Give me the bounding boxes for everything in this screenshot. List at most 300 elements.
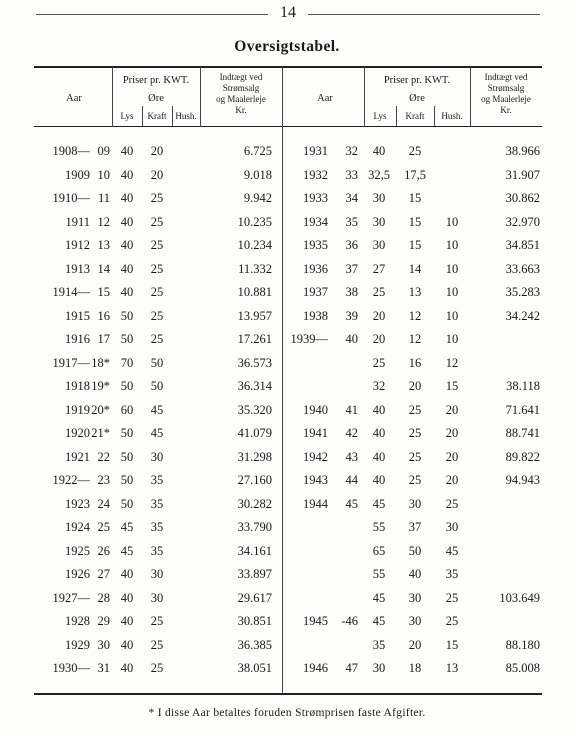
price-kraft-cell: 45 [150,426,164,440]
price-hush-cell [172,449,200,465]
year-end-cell: 18* [91,355,110,370]
price-hush-cell [172,566,200,582]
price-lys-cell: 40 [120,167,134,182]
price-lys-cell: 40 [120,661,134,675]
price-hush-cell [172,590,200,606]
year-start-cell: 1914— [52,285,90,299]
year-end-cell: 47 [345,661,358,675]
income-kr-cell: 17.261 [237,332,272,346]
price-lys-cell: 40 [120,238,134,252]
price-hush-cell [172,331,200,347]
income-kr-cell: 9.018 [243,167,272,182]
year-start-cell: 1920 [65,426,90,440]
price-lys-cell: 35 [372,637,386,652]
page-number: 14 [280,4,296,21]
header-priser: Priser pr. KWT. [122,75,190,86]
price-hush-cell: 20 [445,402,459,417]
year-end-cell: 20* [91,402,110,417]
year-end-cell [330,519,358,535]
price-hush-cell: 10 [445,261,459,276]
price-kraft-cell: 25 [408,144,422,158]
year-end-cell [330,355,358,371]
header-indtaegt-line: Strømsalg [222,83,260,93]
year-start-cell: 1937 [303,285,328,299]
price-hush-cell [172,637,200,653]
price-lys-cell: 30 [372,191,386,205]
year-end-cell: 33 [345,167,358,182]
price-lys-cell: 55 [372,567,386,581]
price-kraft-cell: 18 [408,661,422,675]
price-lys-cell: 40 [120,191,134,205]
year-start-cell: 1927— [52,590,90,605]
year-start-cell: 1930— [52,661,90,675]
price-lys-cell: 40 [372,402,386,417]
year-start-cell: 1915 [65,308,90,323]
price-kraft-cell: 25 [150,661,164,675]
price-kraft-cell: 35 [150,473,164,487]
price-kraft-cell: 35 [150,496,164,511]
header-hush: Hush. [441,111,463,121]
income-kr-cell: 29.617 [237,590,272,605]
year-end-cell: 34 [345,191,358,205]
income-kr-cell [470,519,540,535]
price-hush-cell [172,190,200,206]
price-kraft-cell: 25 [150,614,164,628]
year-start-cell: 1946 [303,661,328,675]
price-lys-cell: 45 [372,590,386,605]
price-lys-cell: 40 [120,285,134,299]
price-lys-cell: 55 [372,520,386,534]
year-end-cell: 37 [345,261,358,276]
price-lys-cell: 50 [120,496,134,511]
header-indtaegt-line: Kr. [235,105,247,115]
price-hush-cell [434,143,470,159]
header-indtaegt [470,72,542,116]
price-hush-cell: 30 [445,520,459,534]
price-hush-cell [172,143,200,159]
price-lys-cell: 30 [372,238,386,252]
year-start-cell: 1939— [290,332,328,346]
price-kraft-cell: 25 [408,426,422,440]
year-start-cell: 1933 [303,191,328,205]
price-hush-cell [172,284,200,300]
income-kr-cell: 34.161 [237,543,272,558]
year-start-cell: 1940 [303,402,328,417]
income-kr-cell: 33.663 [505,261,540,276]
price-kraft-cell: 20 [150,144,164,158]
income-kr-cell: 88.180 [505,637,540,652]
price-hush-cell: 10 [445,308,459,323]
income-kr-cell: 6.725 [243,144,272,158]
price-lys-cell: 50 [120,473,134,487]
header-indtaegt-line: og Maalerleje [481,94,531,104]
top-rule-right [308,14,540,15]
price-kraft-cell: 15 [408,238,422,252]
price-kraft-cell: 30 [150,449,164,464]
year-end-cell: 27 [97,567,110,581]
year-end-cell [330,543,358,559]
income-kr-cell: 30.851 [237,614,272,628]
income-kr-cell: 10.235 [237,214,272,229]
price-lys-cell: 40 [120,261,134,276]
price-hush-cell [434,167,470,183]
price-kraft-cell: 40 [408,567,422,581]
year-end-cell: 26 [97,543,110,558]
income-kr-cell: 36.385 [237,637,272,652]
year-start-cell: 1945 [303,614,328,628]
price-kraft-cell: 14 [408,261,422,276]
header-kraft: Kraft [405,111,425,121]
price-hush-cell: 10 [445,238,459,252]
price-hush-cell: 20 [445,449,459,464]
year-start-cell: 1935 [303,238,328,252]
price-kraft-cell: 30 [408,614,422,628]
year-start-cell [288,378,328,394]
year-end-cell: 10 [97,167,110,182]
price-kraft-cell: 30 [408,496,422,511]
price-lys-cell: 40 [120,144,134,158]
price-hush-cell [172,237,200,253]
price-hush-cell: 15 [445,637,459,652]
income-kr-cell [470,543,540,559]
header-indtaegt-line: Indtægt ved [219,72,263,82]
price-lys-cell: 30 [372,661,386,675]
price-hush-cell: 10 [445,285,459,299]
year-start-cell: 1932 [303,167,328,182]
price-hush-cell [172,660,200,676]
year-end-cell: 11 [97,191,110,205]
year-end-cell: 13 [97,238,110,252]
year-end-cell: 21* [91,426,110,440]
income-kr-cell: 10.234 [237,238,272,252]
price-lys-cell: 50 [120,308,134,323]
year-end-cell: 39 [345,308,358,323]
price-lys-cell: 32 [372,379,386,393]
year-start-cell [288,637,328,653]
income-kr-cell: 85.008 [505,661,540,675]
year-end-cell: 19* [91,379,110,393]
income-kr-cell: 10.881 [237,285,272,299]
price-kraft-cell: 25 [150,191,164,205]
price-lys-cell: 40 [120,590,134,605]
header-indtaegt-line: Strømsalg [487,83,525,93]
price-lys-cell: 40 [120,567,134,581]
year-start-cell: 1938 [303,308,328,323]
year-end-cell: -46 [341,614,358,628]
year-start-cell [288,355,328,371]
header-lys: Lys [120,111,134,121]
price-kraft-cell: 16 [408,355,422,370]
year-start-cell: 1922— [52,473,90,487]
income-kr-cell: 88.741 [505,426,540,440]
price-lys-cell: 32,5 [368,167,390,182]
year-end-cell: 16 [97,308,110,323]
income-kr-cell: 89.822 [505,449,540,464]
price-lys-cell: 27 [372,261,386,276]
price-hush-cell: 10 [445,332,459,346]
year-start-cell: 1944 [303,496,328,511]
price-hush-cell [172,167,200,183]
income-kr-cell [470,331,540,347]
price-kraft-cell: 17,5 [404,167,426,182]
income-kr-cell [470,496,540,512]
price-lys-cell: 65 [372,543,386,558]
price-lys-cell: 45 [120,520,134,534]
year-end-cell: 30 [97,637,110,652]
income-kr-cell: 27.160 [237,473,272,487]
year-end-cell: 35 [345,214,358,229]
price-kraft-cell: 15 [408,191,422,205]
header-lys: Lys [373,111,387,121]
price-kraft-cell: 13 [408,285,422,299]
year-start-cell [288,566,328,582]
income-kr-cell: 34.242 [505,308,540,323]
price-hush-cell [172,472,200,488]
price-lys-cell: 20 [372,308,386,323]
price-lys-cell: 70 [120,355,134,370]
price-lys-cell: 25 [372,355,386,370]
price-lys-cell: 40 [372,473,386,487]
price-kraft-cell: 25 [150,238,164,252]
header-aar: Aar [317,93,333,104]
price-lys-cell: 45 [120,543,134,558]
price-hush-cell: 13 [445,661,459,675]
year-end-cell: 42 [345,426,358,440]
income-kr-cell: 71.641 [505,402,540,417]
year-start-cell: 1919 [65,402,90,417]
year-end-cell: 41 [345,402,358,417]
year-end-cell: 09 [97,144,110,158]
price-kraft-cell: 15 [408,214,422,229]
year-start-cell: 1913 [65,261,90,276]
year-end-cell: 24 [97,496,110,511]
price-kraft-cell: 20 [150,167,164,182]
price-lys-cell: 40 [120,637,134,652]
price-lys-cell: 50 [120,379,134,393]
income-kr-cell: 9.942 [243,191,272,205]
year-end-cell: 25 [97,520,110,534]
price-kraft-cell: 50 [150,379,164,393]
year-end-cell: 22 [97,449,110,464]
header-priser: Priser pr. KWT. [383,75,451,86]
year-start-cell [288,519,328,535]
income-kr-cell: 11.332 [238,261,272,276]
year-end-cell: 45 [345,496,358,511]
year-start-cell: 1918 [65,379,90,393]
year-end-cell: 36 [345,238,358,252]
price-lys-cell: 40 [120,214,134,229]
price-kraft-cell: 12 [408,308,422,323]
header-ore: Øre [148,93,164,104]
year-start-cell: 1941 [303,426,328,440]
year-start-cell: 1934 [303,214,328,229]
income-kr-cell: 33.790 [237,520,272,534]
header-indtaegt-line: Kr. [500,105,512,115]
price-kraft-cell: 30 [408,590,422,605]
year-end-cell: 12 [97,214,110,229]
header-bottom-rule [34,126,542,127]
price-hush-cell: 25 [445,614,459,628]
year-start-cell: 1917— [52,355,90,370]
income-kr-cell: 32.970 [505,214,540,229]
year-end-cell: 40 [345,332,358,346]
income-kr-cell: 38.118 [506,379,540,393]
table-title: Oversigtstabel. [234,38,340,55]
center-divider [282,67,283,693]
year-start-cell: 1910— [52,191,90,205]
price-kraft-cell: 37 [408,520,422,534]
year-start-cell: 1923 [65,496,90,511]
income-kr-cell: 38.051 [237,661,272,675]
footnote: * I disse Aar betaltes foruden Strømprisen faste Afgifter. [148,707,426,719]
price-hush-cell [172,214,200,230]
year-start-cell: 1909 [65,167,90,182]
price-hush-cell: 25 [445,496,459,511]
price-hush-cell [172,519,200,535]
year-start-cell: 1924 [65,520,90,534]
price-lys-cell: 25 [372,285,386,299]
price-kraft-cell: 45 [150,402,164,417]
year-start-cell [288,590,328,606]
price-lys-cell: 30 [372,214,386,229]
income-kr-cell: 41.079 [237,426,272,440]
income-kr-cell: 31.298 [237,449,272,464]
price-hush-cell: 12 [445,355,459,370]
income-kr-cell: 36.573 [237,355,272,370]
price-hush-cell: 25 [445,590,459,605]
income-kr-cell: 13.957 [237,308,272,323]
year-end-cell [330,637,358,653]
year-start-cell: 1936 [303,261,328,276]
price-kraft-cell: 25 [150,285,164,299]
income-kr-cell: 35.320 [237,402,272,417]
year-end-cell [330,590,358,606]
top-rule-left [36,14,268,15]
year-start-cell: 1931 [303,144,328,158]
year-start-cell: 1921 [65,449,90,464]
price-kraft-cell: 30 [150,590,164,605]
income-kr-cell [470,355,540,371]
year-end-cell: 32 [345,144,358,158]
income-kr-cell: 34.851 [505,238,540,252]
price-kraft-cell: 25 [150,637,164,652]
price-hush-cell [172,355,200,371]
price-hush-cell: 20 [445,473,459,487]
price-kraft-cell: 35 [150,520,164,534]
year-start-cell [288,543,328,559]
year-end-cell [330,378,358,394]
year-end-cell: 15 [97,285,110,299]
year-start-cell: 1908— [52,144,90,158]
header-kraft: Kraft [147,111,167,121]
price-kraft-cell: 25 [150,261,164,276]
year-end-cell: 23 [97,473,110,487]
income-kr-cell [470,613,540,629]
year-start-cell: 1928 [65,614,90,628]
income-kr-cell: 94.943 [505,473,540,487]
income-kr-cell: 103.649 [499,590,540,605]
year-end-cell: 17 [97,332,110,346]
price-hush-cell: 15 [445,379,459,393]
header-indtaegt-line: Indtægt ved [484,72,528,82]
year-end-cell: 28 [97,590,110,605]
price-lys-cell: 20 [372,332,386,346]
price-hush-cell [172,425,200,441]
price-kraft-cell: 30 [150,567,164,581]
price-lys-cell: 50 [120,449,134,464]
header-indtaegt [200,72,282,116]
price-hush-cell: 20 [445,426,459,440]
income-kr-cell: 31.907 [505,167,540,182]
price-kraft-cell: 25 [408,473,422,487]
price-kraft-cell: 50 [150,355,164,370]
income-kr-cell: 35.283 [505,285,540,299]
price-kraft-cell: 25 [150,308,164,323]
price-lys-cell: 60 [120,402,134,417]
price-kraft-cell: 25 [408,402,422,417]
table-bottom-rule [34,693,542,695]
header-indtaegt-line: og Maalerleje [216,94,266,104]
header-aar: Aar [66,93,82,104]
year-start-cell: 1916 [65,332,90,346]
price-hush-cell: 10 [445,214,459,229]
year-start-cell: 1929 [65,637,90,652]
income-kr-cell: 30.282 [237,496,272,511]
price-kraft-cell: 25 [150,332,164,346]
price-lys-cell: 40 [372,449,386,464]
price-hush-cell [172,543,200,559]
year-end-cell: 14 [97,261,110,276]
price-hush-cell [172,496,200,512]
price-lys-cell: 45 [372,614,386,628]
price-hush-cell [172,613,200,629]
price-hush-cell [172,378,200,394]
income-kr-cell: 38.966 [505,144,540,158]
year-end-cell: 43 [345,449,358,464]
year-end-cell: 44 [345,473,358,487]
price-hush-cell: 45 [445,543,459,558]
price-kraft-cell: 35 [150,543,164,558]
year-end-cell: 38 [345,285,358,299]
year-start-cell: 1925 [65,543,90,558]
header-ore: Øre [409,93,425,104]
year-end-cell [330,566,358,582]
year-start-cell: 1943 [303,473,328,487]
year-start-cell: 1911 [65,214,90,229]
price-kraft-cell: 20 [408,637,422,652]
year-start-cell: 1912 [65,238,90,252]
year-start-cell: 1926 [65,567,90,581]
price-hush-cell [172,261,200,277]
price-hush-cell [172,308,200,324]
header-hush: Hush. [175,111,197,121]
price-hush-cell [434,190,470,206]
price-hush-cell [172,402,200,418]
price-lys-cell: 40 [372,144,386,158]
income-kr-cell: 36.314 [237,379,272,393]
year-start-cell: 1942 [303,449,328,464]
year-end-cell: 31 [97,661,110,675]
price-hush-cell: 35 [445,567,459,581]
year-end-cell: 29 [97,614,110,628]
price-lys-cell: 45 [372,496,386,511]
price-kraft-cell: 12 [408,332,422,346]
income-kr-cell [470,566,540,582]
income-kr-cell: 30.862 [505,191,540,205]
price-kraft-cell: 25 [408,449,422,464]
price-kraft-cell: 50 [408,543,422,558]
price-kraft-cell: 20 [408,379,422,393]
